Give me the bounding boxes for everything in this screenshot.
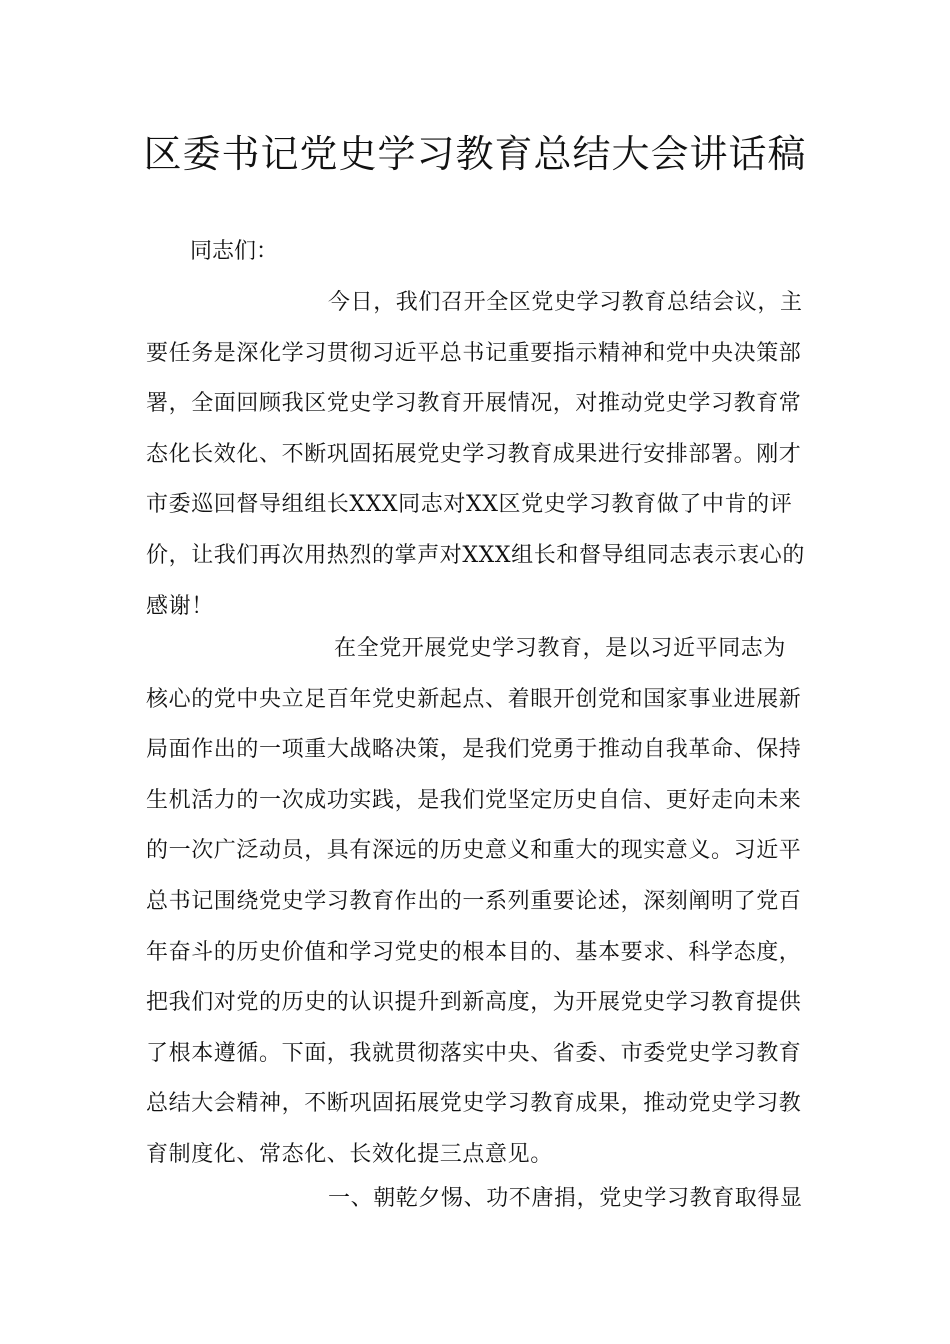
section-heading-one: 一、朝乾夕惕、功不唐捐，党史学习教育取得显 xyxy=(328,1186,803,1211)
document-title: 区委书记党史学习教育总结大会讲话稿 xyxy=(143,132,807,176)
salutation: 同志们： xyxy=(190,239,279,264)
paragraph-significance: 在全党开展党史学习教育，是以习近平同志为核心的党中央立足百年党史新起点、着眼开创党和国家事业进展新局面作出的一项重大战略决策，是我们党勇于推动自我革命、保持生机活力的一次成功实践，是我们党坚定历史自信、更好走向未来的一次广泛动员，具有深远的历史意义和重大的现实意义。习近平总书记围绕党史学习教育作出的一系列重要论述，深刻阐明了党百年奋斗的历史价值和学习党史的根本目的、基本要求、科学态度，把我们对党的历史的认识提升到新高度，为开展党史学习教育提供了根本遵循。下面，我就贯彻落实中央、省委、市委党史学习教育总结大会精神，不断巩固拓展党史学习教育成果，推动党史学习教育制度化、常态化、长效化提三点意见。 xyxy=(146,636,802,1167)
paragraph-opening: 今日，我们召开全区党史学习教育总结会议，主要任务是深化学习贯彻习近平总书记重要指示精神和党中央决策部署，全面回顾我区党史学习教育开展情况，对推动党史学习教育常态化长效化、不断巩固拓展党史学习教育成果进行安排部署。刚才市委巡回督导组组长XXX同志对XX区党史学习教育做了中肯的评价，让我们再次用热烈的掌声对XXX组长和督导组同志表示衷心的感谢！ xyxy=(146,290,805,619)
